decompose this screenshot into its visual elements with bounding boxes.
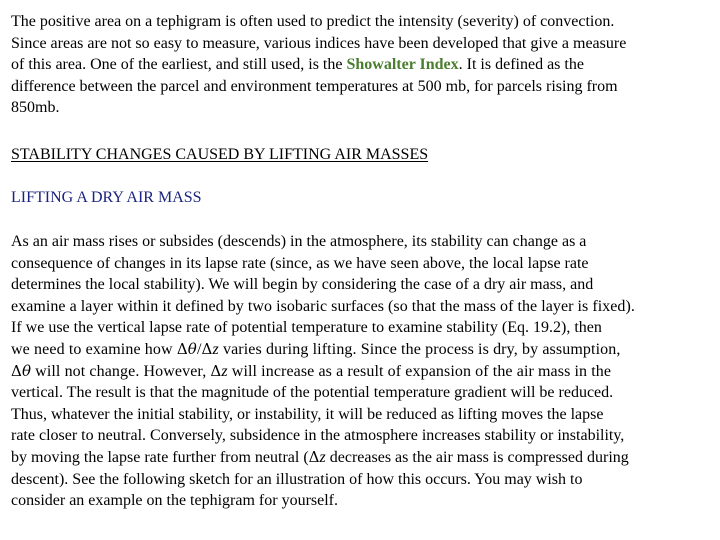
text-line: examine a layer within it defined by two isobaric surfaces (so that the mass of the layer is fixed). bbox=[11, 297, 635, 315]
text-line: vertical. The result is that the magnitude of the potential temperature gradient will be reduced. bbox=[11, 384, 614, 402]
text-line bbox=[11, 339, 635, 361]
theta-symbol: θ bbox=[187, 339, 197, 358]
text-line: As an air mass rises or subsides (descends) in the atmosphere, its stability can change as a bbox=[11, 233, 587, 250]
text-segment: we need to examine how bbox=[11, 340, 177, 358]
text-line: Thus, whatever the initial stability, or instability, it will be reduced as lifting moves the lapse bbox=[11, 405, 604, 423]
delta-symbol: Δ bbox=[210, 361, 222, 380]
text-segment: decreases as the air mass is compressed during bbox=[325, 448, 629, 466]
text-line bbox=[11, 361, 635, 383]
text-line: determines the local stability). We will begin by considering the case of a dry air mass, and bbox=[11, 276, 594, 294]
z-symbol: z bbox=[319, 448, 326, 466]
text-segment: by moving the lapse rate further from neutral ( bbox=[11, 448, 309, 466]
text-line: 850mb. bbox=[11, 99, 60, 117]
delta-symbol: Δ bbox=[11, 361, 22, 380]
section-heading: STABILITY CHANGES CAUSED BY LIFTING AIR MASSES bbox=[11, 146, 429, 163]
delta-symbol: Δ bbox=[176, 339, 188, 358]
text-line: Since areas are not so easy to measure, various indices have been developed that give a measure bbox=[11, 34, 627, 52]
delta-symbol: Δ bbox=[201, 339, 213, 358]
text-line bbox=[11, 54, 626, 76]
body-paragraph bbox=[11, 231, 635, 512]
text-segment: varies during lifting. Since the process is dry, by assumption, bbox=[218, 340, 621, 358]
text-line bbox=[11, 447, 635, 469]
text-segment: will increase as a result of expansion of the air mass in the bbox=[227, 362, 612, 380]
text-line: consider an example on the tephigram for yourself. bbox=[11, 492, 338, 510]
delta-symbol: Δ bbox=[308, 447, 320, 466]
text-line: difference between the parcel and environment temperatures at 500 mb, for parcels rising from bbox=[11, 77, 618, 95]
text-line: descent). See the following sketch for an illustration of how this occurs. You may wish to bbox=[11, 470, 583, 488]
z-symbol: z bbox=[212, 340, 219, 358]
text-line: consequence of changes in its lapse rate (since, as we have seen above, the local lapse rate bbox=[11, 254, 589, 272]
text-line: If we use the vertical lapse rate of potential temperature to examine stability (Eq. 19.2), then bbox=[11, 319, 602, 337]
text-segment: will not change. However, bbox=[31, 362, 211, 380]
intro-paragraph bbox=[11, 11, 626, 119]
showalter-index-link[interactable]: Showalter Index bbox=[346, 56, 459, 74]
text-line: rate closer to neutral. Conversely, subsidence in the atmosphere increases stability or instability, bbox=[11, 427, 625, 445]
slash-symbol: / bbox=[196, 340, 202, 358]
text-line: The positive area on a tephigram is often used to predict the intensity (severity) of convection. bbox=[11, 13, 615, 30]
text-segment: . It is defined as the bbox=[458, 56, 584, 74]
theta-symbol: θ bbox=[21, 361, 32, 380]
section-subheading: LIFTING A DRY AIR MASS bbox=[11, 189, 202, 206]
z-symbol: z bbox=[221, 362, 228, 380]
text-segment: of this area. One of the earliest, and still used, is the bbox=[11, 56, 347, 74]
